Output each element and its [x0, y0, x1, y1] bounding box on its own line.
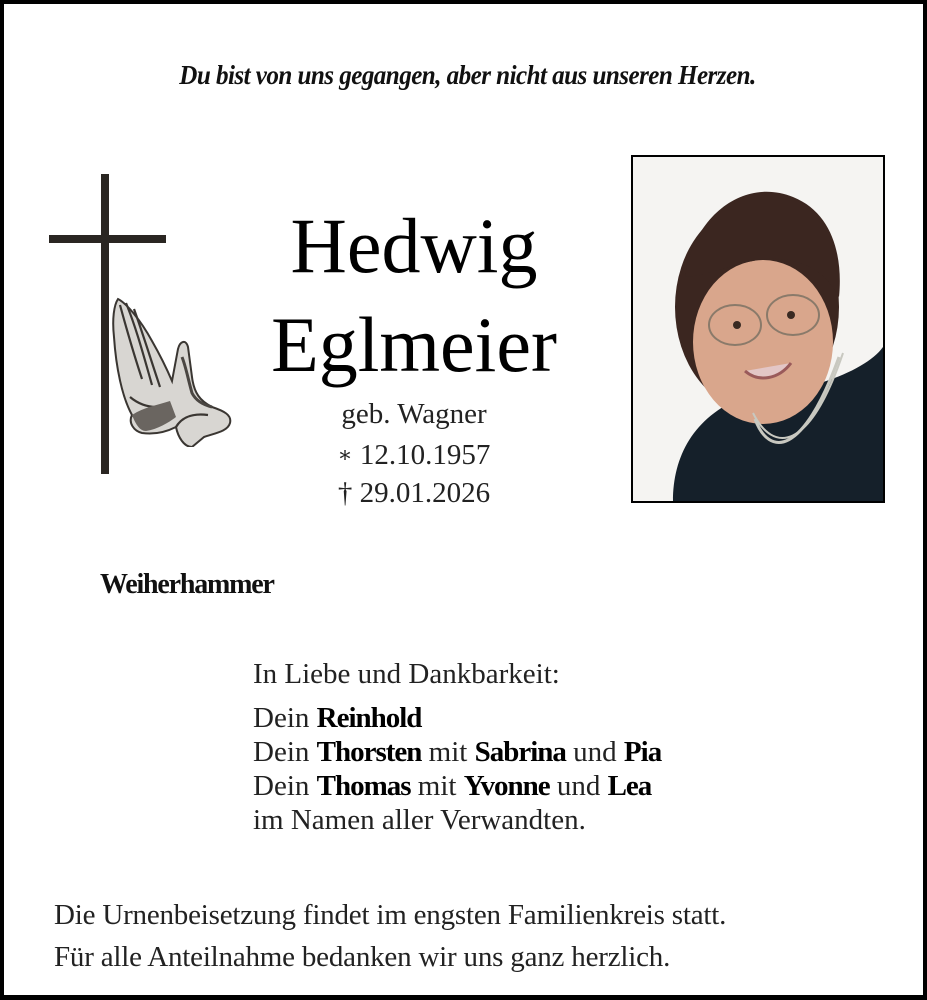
cross-icon — [101, 174, 109, 474]
mourner-line — [253, 701, 661, 735]
thanks-closing: im Namen aller Verwandten. — [253, 804, 586, 836]
death-date: 29.01.2026 — [359, 477, 491, 509]
last-name: Eglmeier — [271, 301, 557, 388]
mourner-name: Sabrina — [474, 736, 566, 768]
mourner-connector: mit — [428, 736, 468, 768]
mourner-name: Lea — [607, 770, 652, 802]
mourner-prefix: Dein — [253, 736, 310, 768]
portrait-photo — [631, 155, 885, 503]
thanks-block — [253, 657, 661, 837]
praying-hands-icon — [112, 297, 234, 447]
footer-line-2: Für alle Anteilnahme bedanken wir uns ganz herzlich. — [54, 941, 671, 973]
death-cross-icon: † — [337, 477, 353, 509]
mourner-prefix: Dein — [253, 770, 310, 802]
mourner-prefix: Dein — [253, 702, 310, 734]
mourner-connector: und — [556, 770, 601, 802]
mourner-line — [253, 769, 661, 803]
death-line — [244, 479, 584, 508]
mourner-name: Pia — [623, 736, 662, 768]
maiden-name: geb. Wagner — [341, 398, 487, 430]
mourner-name: Thomas — [316, 770, 411, 802]
cross-icon-bar — [49, 235, 166, 243]
mourner-connector: und — [573, 736, 617, 768]
birth-line — [244, 441, 584, 470]
mourner-name: Yvonne — [463, 770, 550, 802]
footer-line-1: Die Urnenbeisetzung findet im engsten Familienkreis statt. — [54, 899, 727, 931]
birth-date: 12.10.1957 — [359, 439, 491, 471]
footer-text — [54, 894, 726, 978]
mourner-connector: mit — [417, 770, 457, 802]
birth-star-icon: ∗ — [337, 442, 353, 467]
thanks-intro: In Liebe und Dankbarkeit: — [253, 658, 560, 690]
mourner-name: Reinhold — [316, 702, 422, 734]
place-name: Weiherhammer — [100, 569, 274, 600]
portrait-image — [633, 157, 883, 501]
mourner-name: Thorsten — [316, 736, 422, 768]
mourner-line — [253, 735, 661, 769]
first-name: Hedwig — [290, 202, 538, 289]
motto: Du bist von uns gegangen, aber nicht aus unseren Herzen. — [179, 60, 756, 90]
